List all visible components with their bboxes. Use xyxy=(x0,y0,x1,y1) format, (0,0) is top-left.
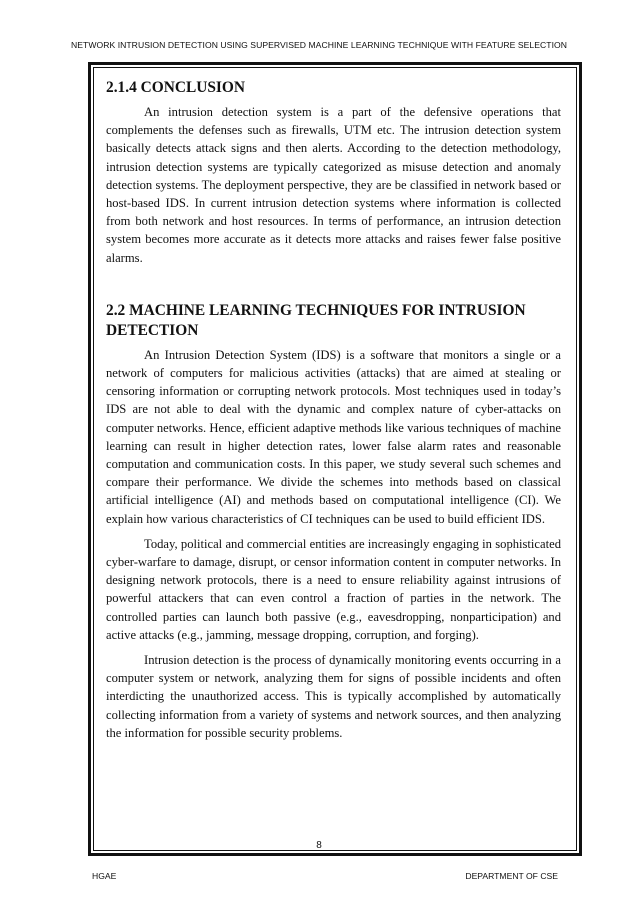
footer-department: DEPARTMENT OF CSE xyxy=(465,871,558,881)
ml-paragraph-2: Today, political and commercial entities are increasingly engaging in sophisticated cyber-warfare to damage, disrupt, or censor information content in computer networks. In designing network protocols, there is a need to ensure reliability against intrusions of powerful attackers that can even control a fraction of parties in the network. The controlled parties can launch both passive (e.g., eavesdropping, nonparticipation) and active attacks (e.g., jamming, message dropping, corruption, and forging). xyxy=(106,536,561,642)
ml-paragraph-1: An Intrusion Detection System (IDS) is a software that monitors a single or a network of computers for malicious activities (attacks) that are aimed at stealing or censoring information or corrupting network protocols. Most techniques used in today’s IDS are not able to deal with the dynamic and complex nature of cyber-attacks on computer networks. Hence, efficient adaptive methods like various techniques of machine learning can result in higher detection rates, lower false alarm rates and reasonable computation and communication costs. In this paper, we study several such schemes and compare their performance. We divide the schemes into methods based on classical artificial intelligence (AI) and methods based on computational intelligence (CI). We explain how various characteristics of CI techniques can be used to build efficient IDS. xyxy=(106,347,561,526)
section-heading-ml-techniques: 2.2 MACHINE LEARNING TECHNIQUES FOR INTRUSION DETECTION xyxy=(106,301,526,339)
page-number: 8 xyxy=(316,840,322,851)
page-content xyxy=(106,78,561,749)
conclusion-paragraph-1: An intrusion detection system is a part of the defensive operations that complements the defenses such as firewalls, UTM etc. The intrusion detection system basically detects attack signs and then alerts. According to the detection methodology, intrusion detection systems are typically categorized as misuse detection and anomaly detection systems. The deployment perspective, they are be classified in network based or host-based IDS. In current intrusion detection systems where information is collected from both network and host resources. In terms of performance, an intrusion detection system becomes more accurate as it detects more attacks and raises fewer false positive alarms. xyxy=(106,105,561,265)
section-heading-conclusion: 2.1.4 CONCLUSION xyxy=(106,79,245,96)
running-header: NETWORK INTRUSION DETECTION USING SUPERVISED MACHINE LEARNING TECHNIQUE WITH FEATURE SELECTION xyxy=(70,40,568,50)
footer-institution: HGAE xyxy=(92,871,117,881)
ml-paragraph-3: Intrusion detection is the process of dynamically monitoring events occurring in a computer system or network, analyzing them for signs of possible incidents and often interdicting the unauthorized access. This is typically accomplished by automatically collecting information from a variety of systems and network sources, and then analyzing the information for possible security problems. xyxy=(106,653,561,740)
